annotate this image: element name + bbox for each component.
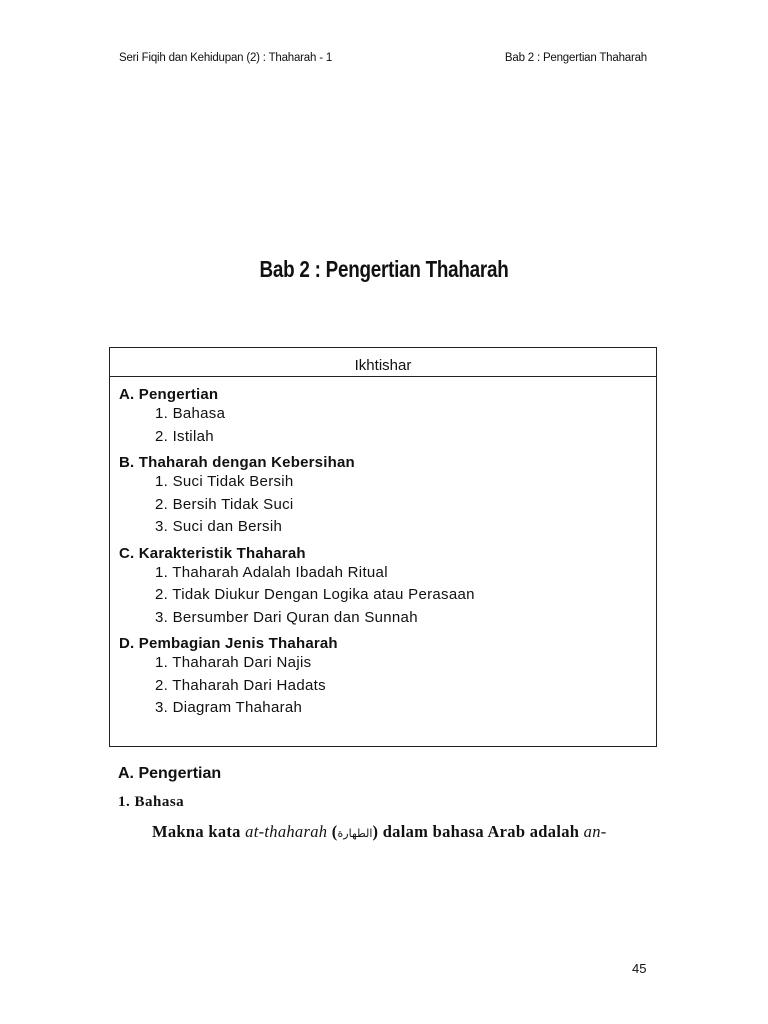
body-section-heading: A. Pengertian bbox=[118, 765, 222, 782]
paragraph-text: dalam bahasa Arab adalah bbox=[378, 822, 584, 841]
section-item: 1. Thaharah Adalah Ibadah Ritual bbox=[155, 563, 388, 581]
section-item: 1. Bahasa bbox=[155, 405, 226, 422]
section-item: 2. Tidak Diukur Dengan Logika atau Perasaan bbox=[155, 586, 475, 603]
section-item: 1. Thaharah Dari Najis bbox=[155, 654, 312, 671]
summary-section bbox=[119, 454, 647, 539]
chapter-title: Bab 2 : Pengertian Thaharah bbox=[259, 256, 509, 282]
section-item: 2. Bersih Tidak Suci bbox=[155, 495, 294, 513]
section-title: B. Thaharah dengan Kebersihan bbox=[119, 454, 355, 471]
summary-section bbox=[119, 545, 647, 630]
section-item: 3. Suci dan Bersih bbox=[155, 518, 283, 535]
section-item: 1. Suci Tidak Bersih bbox=[155, 473, 294, 490]
summary-section bbox=[119, 635, 647, 720]
running-header-left: Seri Fiqih dan Kehidupan (2) : Thaharah - 1 bbox=[119, 52, 333, 64]
section-item: 3. Diagram Thaharah bbox=[155, 699, 303, 716]
paragraph-text: Makna kata bbox=[152, 822, 246, 841]
paragraph-term: at-thaharah bbox=[245, 822, 328, 841]
section-title: A. Pengertian bbox=[119, 386, 219, 403]
summary-box bbox=[109, 347, 657, 747]
summary-body bbox=[110, 377, 656, 720]
summary-section bbox=[119, 386, 647, 448]
summary-heading: Ikhtishar bbox=[110, 348, 656, 377]
body-subheading: 1. Bahasa bbox=[118, 794, 185, 810]
running-header bbox=[119, 52, 647, 64]
section-title: D. Pembagian Jenis Thaharah bbox=[119, 635, 338, 652]
paragraph-text: ) bbox=[372, 822, 379, 841]
section-item: 2. Thaharah Dari Hadats bbox=[155, 676, 326, 694]
paragraph-text: ( bbox=[327, 822, 338, 841]
running-header-right: Bab 2 : Pengertian Thaharah bbox=[504, 52, 647, 64]
arabic-term: الطهارة bbox=[337, 827, 373, 840]
section-title: C. Karakteristik Thaharah bbox=[119, 544, 306, 562]
section-item: 2. Istilah bbox=[155, 427, 214, 445]
section-item: 3. Bersumber Dari Quran dan Sunnah bbox=[155, 608, 418, 626]
page-number: 45 bbox=[632, 961, 647, 976]
paragraph-trailing-term: an- bbox=[583, 822, 607, 841]
body-paragraph bbox=[152, 822, 652, 842]
